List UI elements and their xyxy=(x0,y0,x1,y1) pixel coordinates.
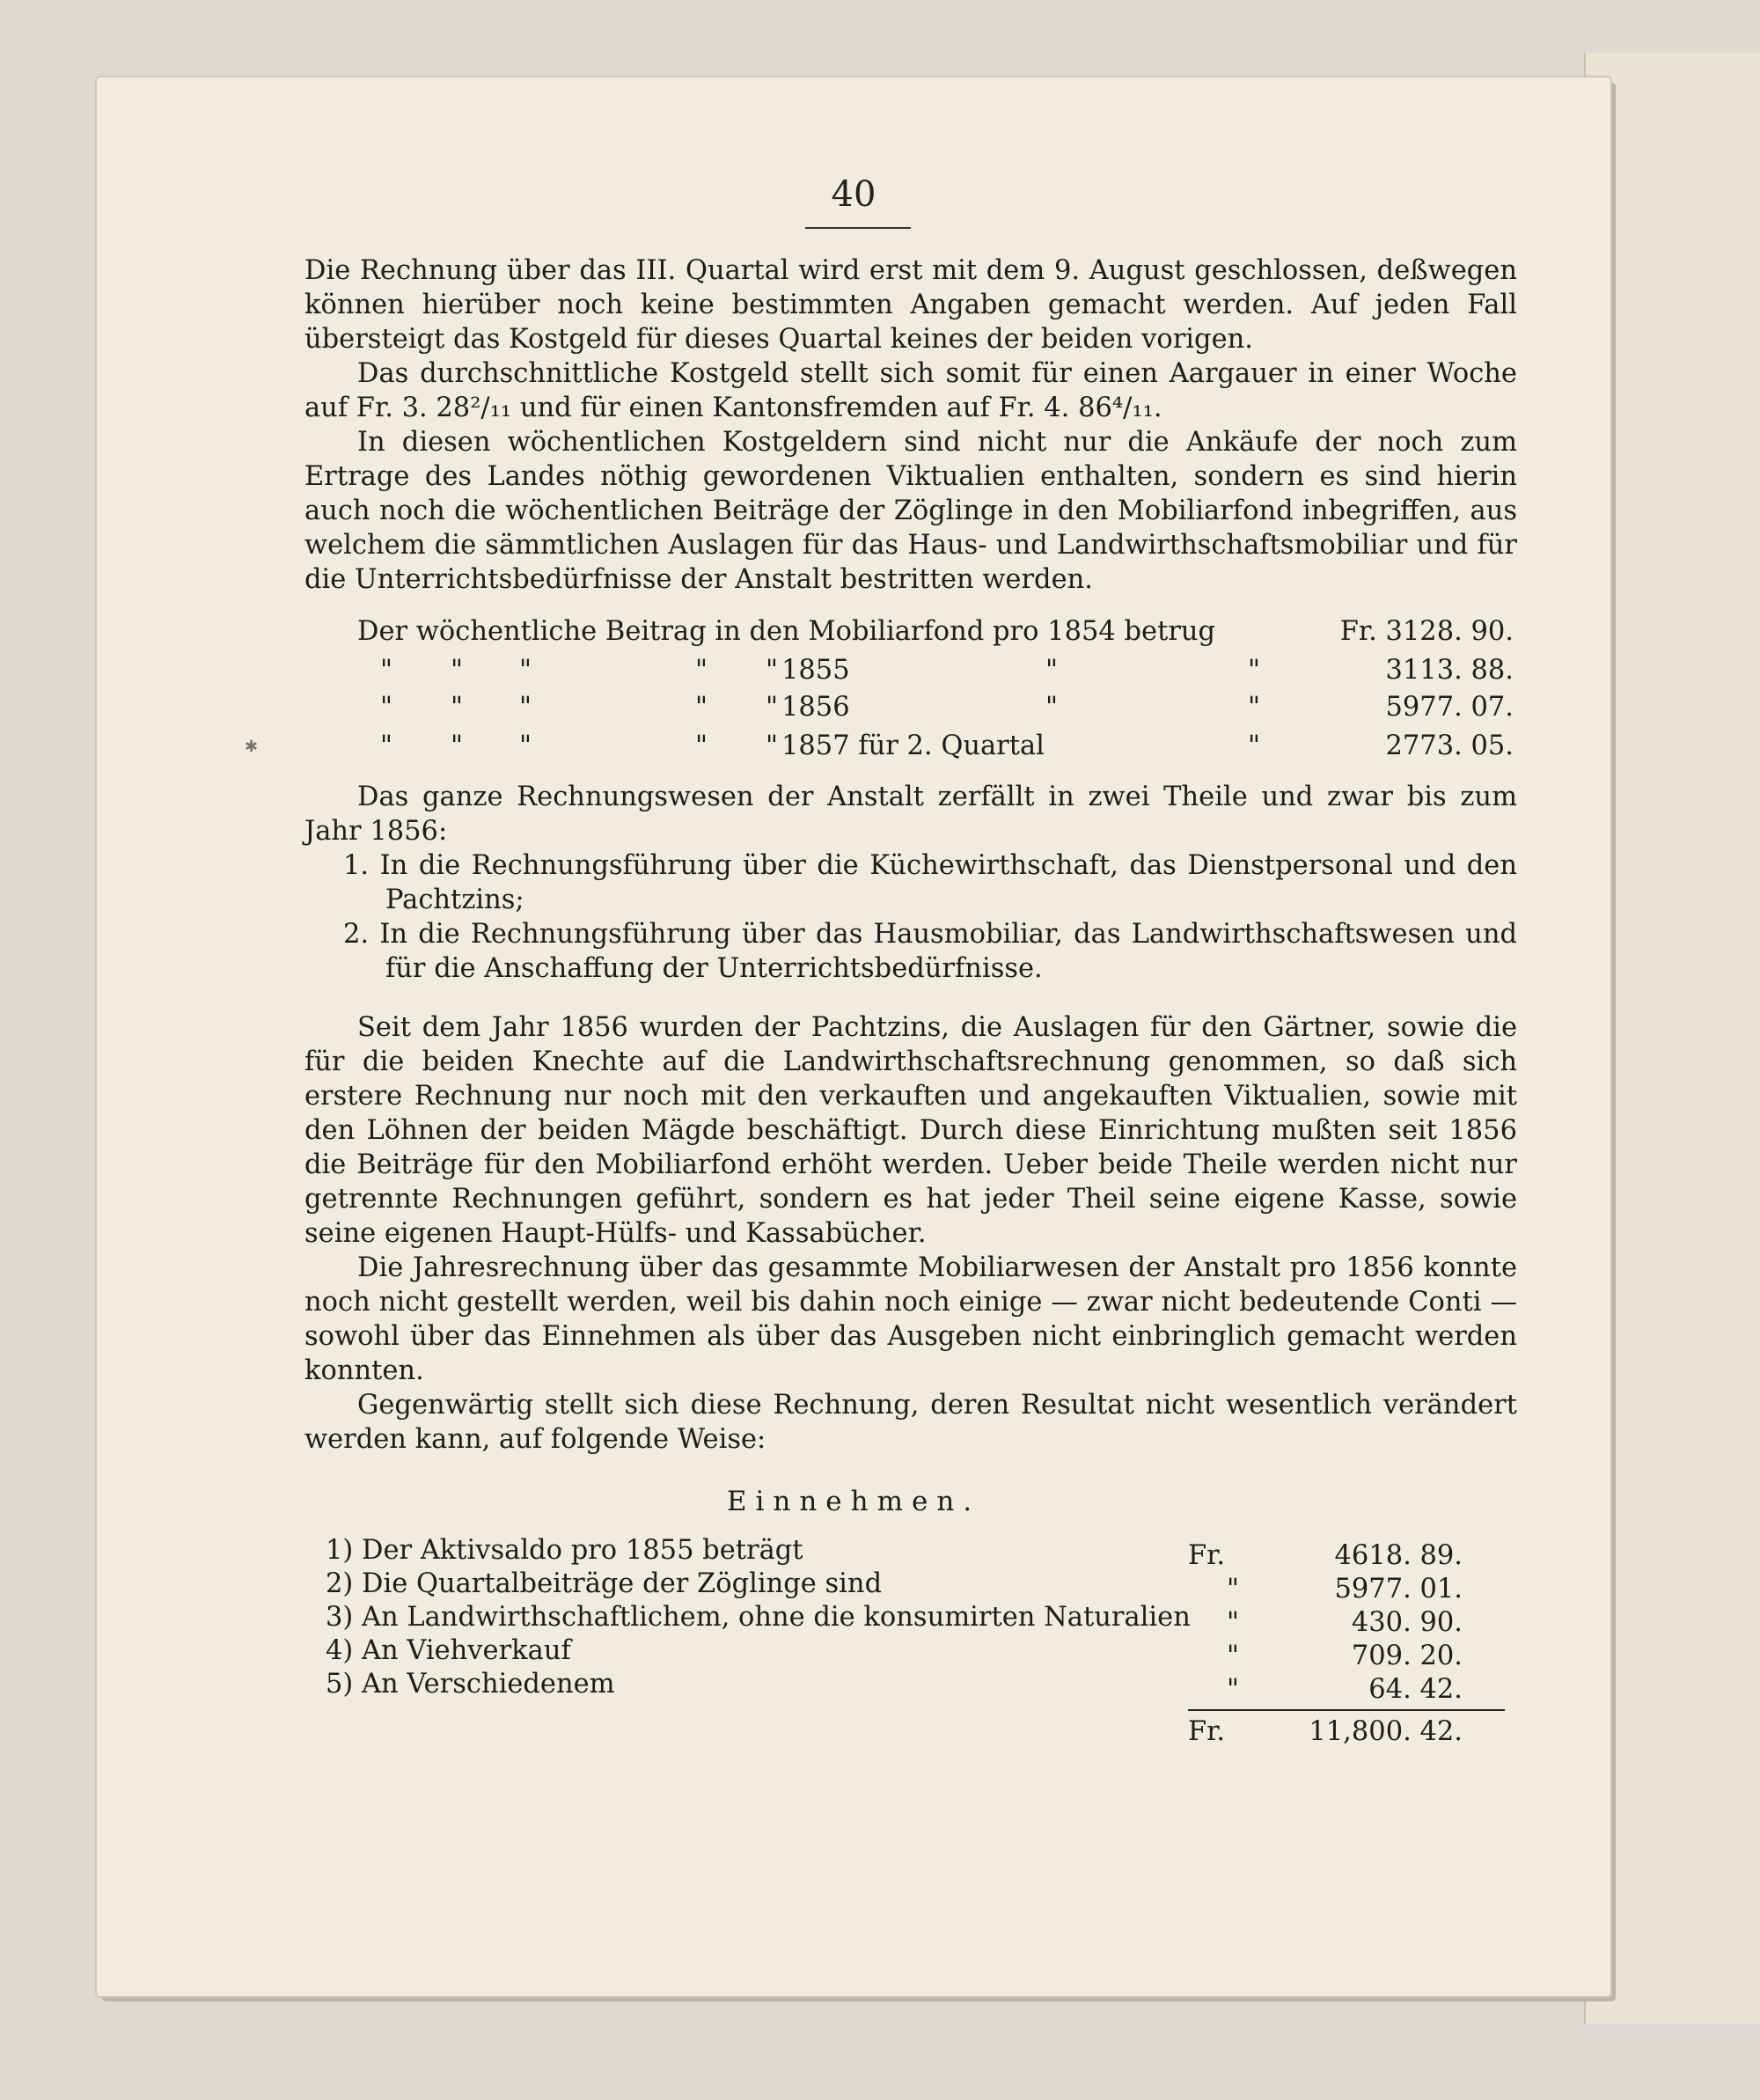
income-label: 1) Der Aktivsaldo pro 1855 beträgt xyxy=(326,1535,803,1566)
ditto-mark: " xyxy=(519,655,532,686)
income-label: 5) An Verschiedenem xyxy=(326,1669,615,1700)
ditto-mark: " xyxy=(766,731,779,761)
ditto-mark: " xyxy=(695,655,708,686)
income-prefix: " xyxy=(1227,1607,1240,1638)
income-amount: 4618. 89. xyxy=(1334,1540,1463,1571)
intro-section xyxy=(304,253,1517,597)
ditto-mark: " xyxy=(695,692,708,723)
ditto-mark: " xyxy=(380,655,393,686)
paragraph: In diesen wöchentlichen Kostgeldern sind nicht nur die Ankäufe der noch zum Ertrage des Landes nöthig gewordenen Viktualien enthalten, sondern es sind hierin auch noch die wöchentlichen Beiträge der Zöglinge in den Mobiliarfond inbegriffen, aus welchem die sämmtlichen Auslagen für das Haus- und Landwirthschaftsmobiliar und für die Unterrichtsbedürfnisse der Anstalt bestritten werden. xyxy=(304,427,1517,595)
income-heading: Einnehmen. xyxy=(726,1486,981,1517)
ditto-mark: " xyxy=(1045,655,1059,686)
ditto-mark: " xyxy=(380,692,393,723)
ditto-mark: " xyxy=(1248,731,1261,761)
contribution-amount: 5977. 07. xyxy=(1385,692,1514,723)
income-amount: 64. 42. xyxy=(1368,1674,1463,1705)
ditto-mark: " xyxy=(380,731,393,761)
facing-page-edge xyxy=(1584,53,1760,2024)
income-prefix: " xyxy=(1227,1574,1240,1604)
contribution-label: Der wöchentliche Beitrag in den Mobiliarfond pro 1854 betrug xyxy=(357,616,1216,647)
ditto-mark: " xyxy=(766,692,779,723)
income-amount: 709. 20. xyxy=(1351,1641,1463,1671)
income-amount: 430. 90. xyxy=(1351,1607,1463,1638)
page-number: 40 xyxy=(831,174,876,215)
income-label: 4) An Viehverkauf xyxy=(326,1635,571,1666)
income-prefix: Fr. xyxy=(1188,1540,1226,1571)
ditto-mark: " xyxy=(519,731,532,761)
ditto-mark: " xyxy=(695,731,708,761)
income-label: 3) An Landwirthschaftlichem, ohne die konsumirten Naturalien xyxy=(326,1602,1191,1633)
margin-mark: ✱ xyxy=(245,738,259,756)
ditto-mark: " xyxy=(766,655,779,686)
income-label: 2) Die Quartalbeiträge der Zöglinge sind xyxy=(326,1568,883,1599)
income-prefix: " xyxy=(1227,1641,1240,1671)
paragraph: Die Rechnung über das III. Quartal wird erst mit dem 9. August geschlossen, deßwegen können hierüber noch keine bestimmten Angaben gemacht werden. Auf jeden Fall übersteigt das Kostgeld für dieses Quartal keines der beiden vorigen. xyxy=(304,255,1517,355)
sum-rule xyxy=(1188,1709,1505,1711)
ditto-mark: " xyxy=(1248,692,1261,723)
ditto-mark: " xyxy=(451,655,464,686)
ditto-mark: " xyxy=(1045,692,1059,723)
income-total: 11,800. 42. xyxy=(1309,1716,1463,1747)
book-page xyxy=(97,77,1610,1996)
paragraph: Seit dem Jahr 1856 wurden der Pachtzins, die Auslagen für den Gärtner, sowie die für die beiden Knechte auf die Landwirthschaftsrechnung genommen, so daß sich erstere Rechnung nur noch mit den verkauften und angekauften Viktualien, sowie mit den Löhnen der beiden Mägde beschäftigt. Durch diese Einrichtung mußten seit 1856 die Beiträge für den Mobiliarfond erhöht werden. Ueber beide Theile werden nicht nur getrennte Rechnungen geführt, sondern es hat jeder Theil seine eigene Kasse, sowie seine eigenen Haupt-Hülfs- und Kassabücher. xyxy=(304,1012,1517,1249)
paragraph: Gegenwärtig stellt sich diese Rechnung, deren Resultat nicht wesentlich verändert werden kann, auf folgende Weise: xyxy=(304,1390,1517,1455)
income-amount: 5977. 01. xyxy=(1334,1574,1463,1604)
later-section xyxy=(304,1010,1517,1457)
contribution-amount: 3113. 88. xyxy=(1385,655,1514,686)
division-section xyxy=(304,780,1517,986)
contribution-year: 1857 für 2. Quartal xyxy=(781,731,1045,761)
ditto-mark: " xyxy=(451,692,464,723)
contribution-year: 1855 xyxy=(781,655,850,686)
ditto-mark: " xyxy=(1248,655,1261,686)
contribution-year: 1856 xyxy=(781,692,850,723)
list-item: 1. In die Rechnungsführung über die Küchewirthschaft, das Dienstpersonal und den Pachtzins; xyxy=(343,850,1517,915)
header-rule xyxy=(805,227,911,229)
list-item: 2. In die Rechnungsführung über das Hausmobiliar, das Landwirthschaftswesen und für die Anschaffung der Unterrichtsbedürfnisse. xyxy=(343,919,1517,984)
income-total-prefix: Fr. xyxy=(1188,1716,1226,1747)
contribution-amount: Fr. 3128. 90. xyxy=(1339,616,1514,647)
ditto-mark: " xyxy=(519,692,532,723)
paragraph: Das ganze Rechnungswesen der Anstalt zerfällt in zwei Theile und zwar bis zum Jahr 1856: xyxy=(304,782,1517,847)
income-prefix: " xyxy=(1227,1674,1240,1705)
paragraph: Das durchschnittliche Kostgeld stellt sich somit für einen Aargauer in einer Woche auf Fr. 3. 28²/₁₁ und für einen Kantonsfremden auf Fr. 4. 86⁴/₁₁. xyxy=(304,358,1517,423)
contribution-amount: 2773. 05. xyxy=(1385,731,1514,761)
paragraph: Die Jahresrechnung über das gesammte Mobiliarwesen der Anstalt pro 1856 konnte noch nicht gestellt werden, weil bis dahin noch einige — zwar nicht bedeutende Conti — sowohl über das Einnehmen als über das Ausgeben nicht einbringlich gemacht werden konnten. xyxy=(304,1252,1517,1386)
ditto-mark: " xyxy=(451,731,464,761)
